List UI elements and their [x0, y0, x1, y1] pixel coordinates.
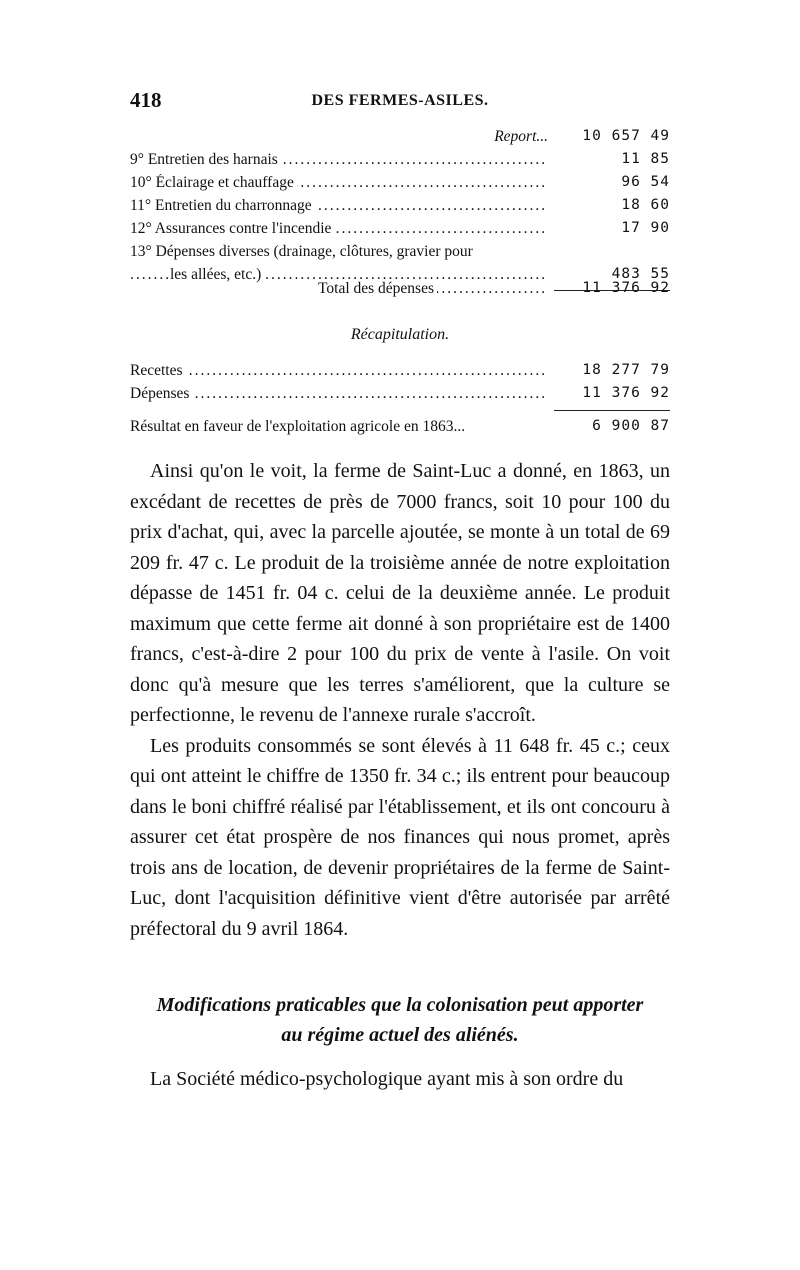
report-amount: 10 657 49	[582, 128, 670, 144]
expense-amount: 11 85	[621, 151, 670, 167]
report-row	[130, 128, 670, 152]
sum-rule	[554, 410, 670, 411]
recap-label: Dépenses	[130, 385, 192, 402]
section-heading-line: au régime actuel des aliénés.	[281, 1024, 519, 1046]
recap-amount: 11 376 92	[582, 385, 670, 401]
expense-label: 11° Entretien du charronnage	[130, 197, 315, 214]
expense-label: 10° Éclairage et chauffage	[130, 174, 297, 191]
expense-label: les allées, etc.)	[170, 266, 264, 283]
expense-amount: 96 54	[621, 174, 670, 190]
page-number: 418	[130, 88, 162, 112]
expense-label: 9° Entretien des harnais	[130, 151, 281, 168]
recap-amount: 18 277 79	[582, 362, 670, 378]
expense-label: 12° Assurances contre l'incendie	[130, 220, 334, 237]
result-amount: 6 900 87	[592, 418, 670, 434]
expense-row	[130, 151, 670, 175]
paragraph: Les produits consommés se sont élevés à 11 648 fr. 45 c.; ceux qui ont atteint le chiffre de 1350 fr. 34 c.; ils entrent pour beaucoup dans le boni chiffré réalisé par l'établissement, et ils ont concouru à assurer cet état prospère de nos finances qui nous promet, après trois ans de location, de devenir propriétaires de la ferme de Saint-Luc, dont l'acquisition définitive vient d'être autorisée par arrêté préfectoral du 9 avril 1864.	[130, 734, 670, 940]
report-label: Report...	[494, 128, 548, 145]
recap-row	[130, 362, 670, 386]
recap-label: Recettes	[130, 362, 186, 379]
expense-amount: 17 90	[621, 220, 670, 236]
running-title: DES FERMES-ASILES.	[311, 92, 489, 109]
total-label: Total des dépenses	[318, 280, 437, 297]
page-header	[130, 88, 670, 118]
recap-title: Récapitulation.	[350, 326, 450, 343]
expense-row	[130, 197, 670, 221]
expense-amount: 483 55	[611, 266, 670, 282]
result-label: Résultat en faveur de l'exploitation agricole en 1863...	[130, 418, 468, 435]
expense-amount: 18 60	[621, 197, 670, 213]
result-row	[130, 418, 670, 442]
section-heading-line: Modifications praticables que la colonisation peut apporter	[156, 994, 644, 1016]
paragraph: La Société médico-psychologique ayant mis à son ordre du	[150, 1068, 624, 1090]
expense-row	[130, 243, 670, 267]
final-text	[130, 1064, 670, 1095]
section-heading	[130, 990, 670, 1050]
expense-row	[130, 174, 670, 198]
total-amount: 11 376 92	[582, 280, 670, 296]
body-text	[130, 456, 670, 944]
recap-row	[130, 385, 670, 409]
paragraph: Ainsi qu'on le voit, la ferme de Saint-Luc a donné, en 1863, un excédant de recettes de près de 7000 francs, soit 10 pour 100 du prix d'achat, qui, avec la parcelle ajoutée, se monte à un total de 69 209 fr. 47 c. Le produit de la troisième année de notre exploitation dépasse de 1451 fr. 04 c. celui de la deuxième année. Le produit maximum que cette ferme ait donné à son propriétaire est de 1400 francs, c'est-à-dire 2 pour 100 du prix de vente à l'asile. On voit donc qu'à mesure que les terres s'améliorent, que la culture se perfectionne, le revenu de l'annexe rurale s'accroît.	[130, 460, 670, 726]
expense-label: 13° Dépenses diverses (drainage, clôtures, gravier pour	[130, 243, 476, 260]
expense-row	[130, 220, 670, 244]
